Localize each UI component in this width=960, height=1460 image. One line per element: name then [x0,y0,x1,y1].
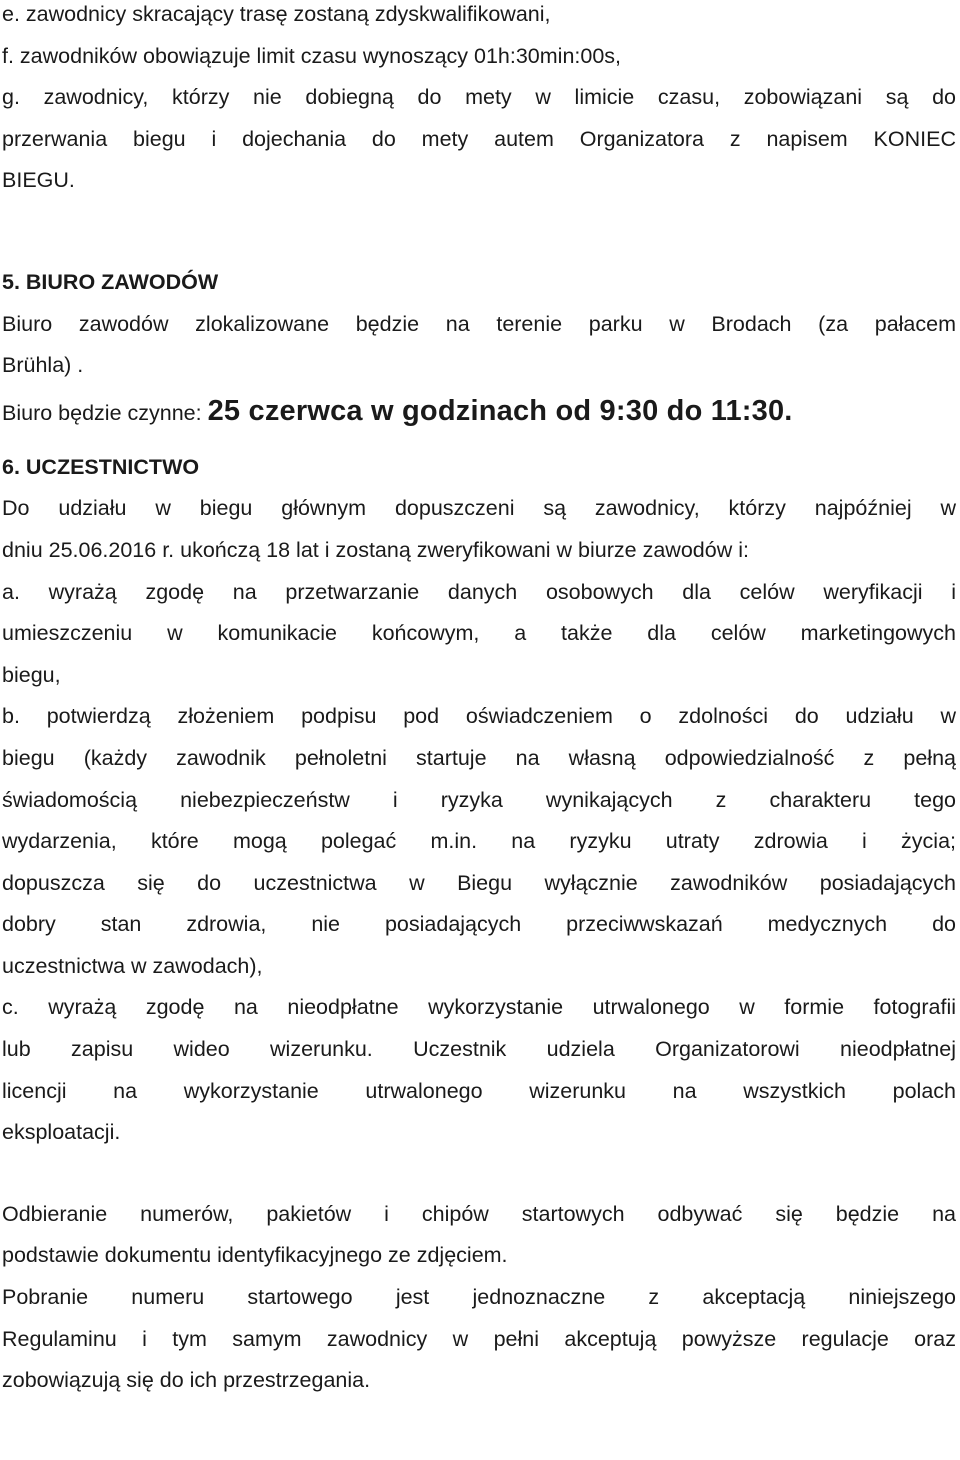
section-5-line2: Brühla) . [2,353,84,378]
closing-line: zobowiązują się do ich przestrzegania. [2,1368,371,1393]
section-6-line: wydarzenia, które mogą polegać m.in. na ryzyku utraty zdrowia i życia; [2,829,956,854]
section-6-heading: 6. UCZESTNICTWO [2,454,200,479]
section-6-line: eksploatacji. [2,1120,121,1145]
hours-value: 25 czerwca w godzinach od 9:30 do 11:30. [207,394,793,427]
section-uczestnictwo [2,447,956,1154]
section-6-line: umieszczeniu w komunikacie końcowym, a także dla celów marketingowych [2,621,956,646]
spacer [2,1154,956,1194]
closing-line: Odbieranie numerów, pakietów i chipów startowych odbywać się będzie na [2,1201,956,1226]
closing-line: Regulaminu i tym samym zawodnicy w pełni akceptują powyższe regulacje oraz [2,1326,956,1351]
section-6-line: licencji na wykorzystanie utrwalonego wizerunku na wszystkich polach [2,1078,956,1103]
section-6-line: Do udziału w biegu głównym dopuszczeni są zawodnicy, którzy najpóźniej w [2,496,956,521]
section-biuro-zawodow [2,262,956,437]
list-item-g-line1: g. zawodnicy, którzy nie dobiegną do mety w limicie czasu, zobowiązani są do [2,85,956,110]
section-5-heading: 5. BIURO ZAWODÓW [2,269,219,294]
section-6-line: c. wyrażą zgodę na nieodpłatne wykorzystanie utrwalonego w formie fotografii [2,995,956,1020]
list-item-g-line2: przerwania biegu i dojechania do mety autem Organizatora z napisem KONIEC [2,126,956,151]
section-6-line: biegu (każdy zawodnik pełnoletni startuje na własną odpowiedzialność z pełną [2,745,956,770]
section-6-line: dobry stan zdrowia, nie posiadających przeciwwskazań medycznych do [2,912,956,937]
list-item-f: f. zawodników obowiązuje limit czasu wynoszący 01h:30min:00s, [2,43,622,68]
top-list [2,0,956,202]
section-5-line1: Biuro zawodów zlokalizowane będzie na terenie parku w Brodach (za pałacem [2,311,956,336]
section-6-line: świadomością niebezpieczeństw i ryzyka wynikających z charakteru tego [2,787,956,812]
closing-paragraphs [2,1194,956,1402]
hours-prefix: Biuro będzie czynne: [2,400,202,425]
spacer [2,202,956,262]
list-item-e: e. zawodnicy skracający trasę zostaną zdyskwalifikowani, [2,2,551,26]
section-5-hours [2,387,956,437]
closing-line: podstawie dokumentu identyfikacyjnego ze zdjęciem. [2,1243,508,1268]
section-6-line: dniu 25.06.2016 r. ukończą 18 lat i zostaną zweryfikowani w biurze zawodów i: [2,537,749,562]
section-6-line: lub zapisu wideo wizerunku. Uczestnik udziela Organizatorowi nieodpłatnej [2,1037,956,1062]
section-6-line: b. potwierdzą złożeniem podpisu pod oświadczeniem o zdolności do udziału w [2,704,956,729]
list-item-g-line3: BIEGU. [2,168,75,193]
section-6-line: dopuszcza się do uczestnictwa w Biegu wyłącznie zawodników posiadających [2,870,956,895]
closing-line: Pobranie numeru startowego jest jednoznaczne z akceptacją niniejszego [2,1285,956,1310]
spacer [2,437,956,447]
section-6-line: biegu, [2,662,61,687]
section-6-line: a. wyrażą zgodę na przetwarzanie danych osobowych dla celów weryfikacji i [2,579,956,604]
section-6-line: uczestnictwa w zawodach), [2,953,263,978]
